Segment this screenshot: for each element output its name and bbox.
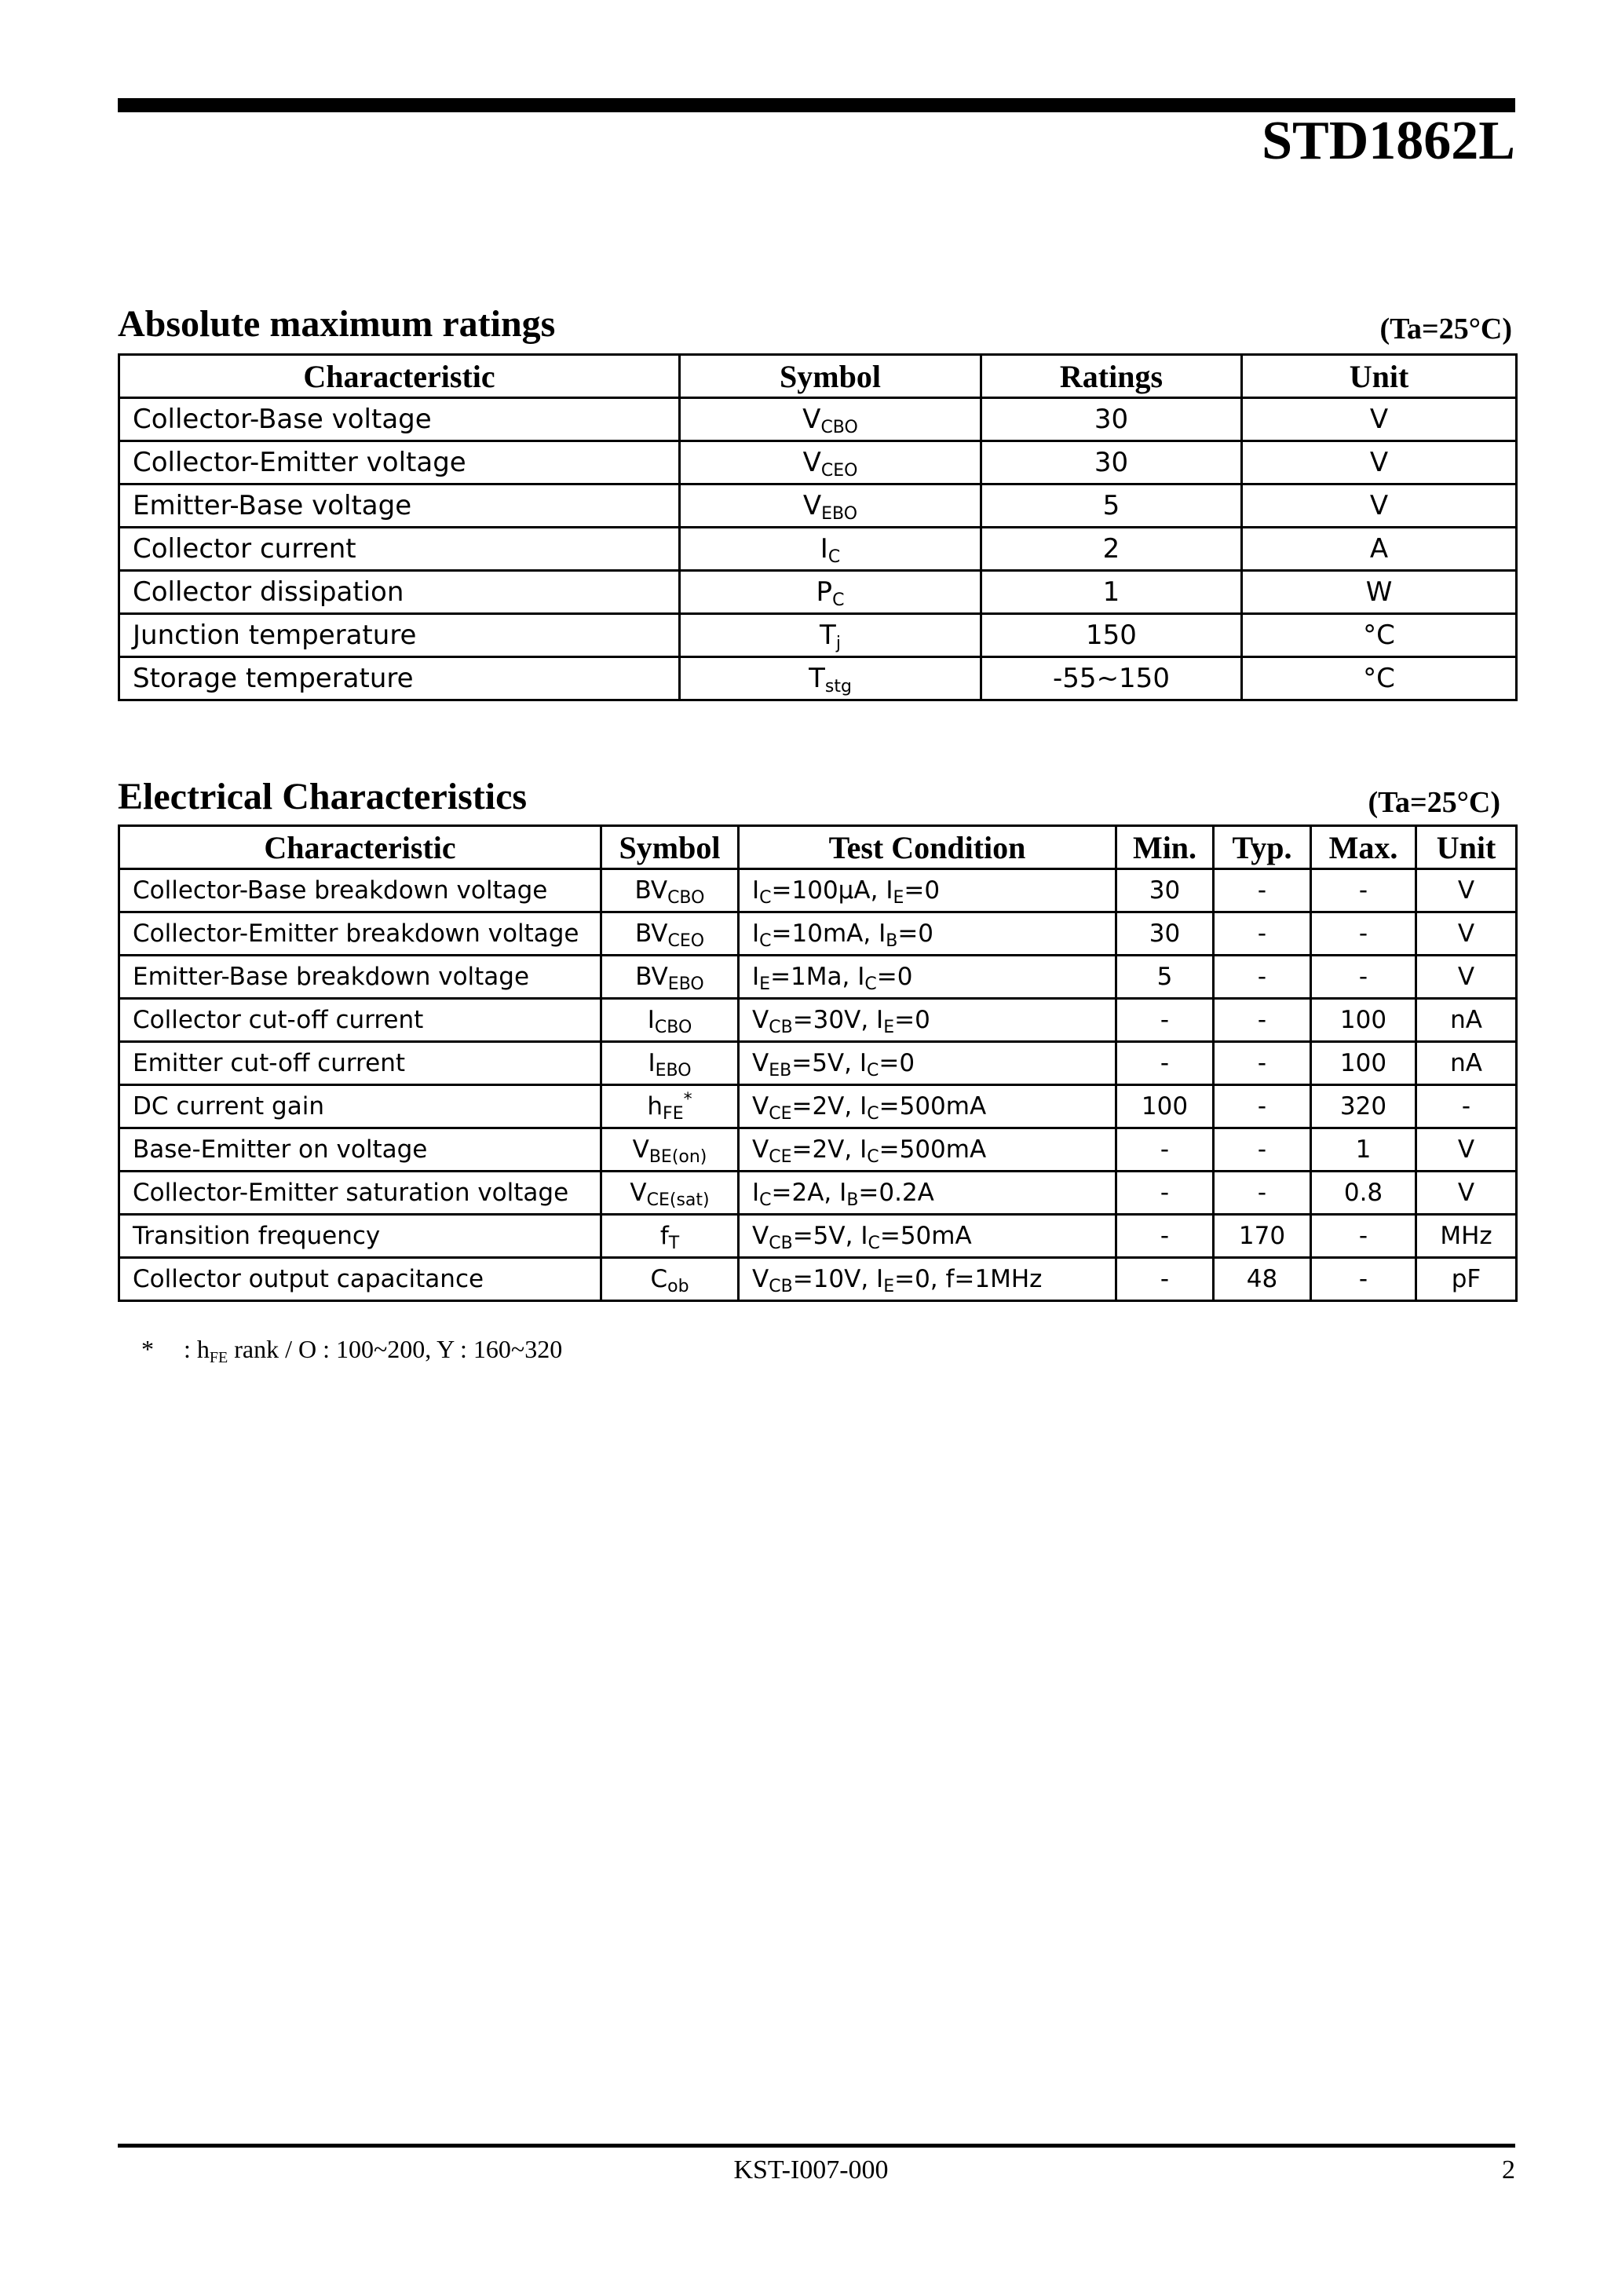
table-row (119, 912, 1517, 956)
abs-max-condition: (Ta=25°C) (1379, 313, 1512, 345)
table-row (119, 1042, 1517, 1085)
min-cell: - (1116, 999, 1214, 1042)
table-row (119, 571, 1517, 614)
characteristic-cell: Collector current (119, 528, 680, 571)
symbol-cell: $h_{FE}^*$ (601, 1085, 739, 1128)
test-condition-cell: $V_{EB}=5V$, $I_C=0$ (739, 1042, 1116, 1085)
unit-cell: A (1242, 528, 1517, 571)
characteristic-cell: Base-Emitter on voltage (119, 1128, 601, 1172)
unit-cell: V (1242, 441, 1517, 484)
characteristic-cell: Collector-Emitter breakdown voltage (119, 912, 601, 956)
characteristic-cell: Emitter-Base breakdown voltage (119, 956, 601, 999)
table-row (119, 869, 1517, 912)
unit-cell: °C (1242, 657, 1517, 700)
max-cell: 0.8 (1311, 1172, 1416, 1215)
typ-cell: - (1214, 1128, 1311, 1172)
unit-cell: nA (1416, 1042, 1517, 1085)
min-cell: 30 (1116, 869, 1214, 912)
max-cell: - (1311, 1215, 1416, 1258)
typ-cell: - (1214, 1172, 1311, 1215)
typ-cell: - (1214, 912, 1311, 956)
col-header-symbol: Symbol (601, 826, 739, 869)
table-row (119, 614, 1517, 657)
max-cell: - (1311, 956, 1416, 999)
characteristic-cell: Collector cut-off current (119, 999, 601, 1042)
elec-table (118, 824, 1518, 1302)
test-condition-cell: $V_{CB}=10V$, $I_E=0$, f=1MHz (739, 1258, 1116, 1301)
col-header-typ: Typ. (1214, 826, 1311, 869)
typ-cell: - (1214, 869, 1311, 912)
unit-cell: V (1416, 912, 1517, 956)
min-cell: - (1116, 1042, 1214, 1085)
characteristic-cell: Collector-Base breakdown voltage (119, 869, 601, 912)
min-cell: - (1116, 1258, 1214, 1301)
test-condition-cell: $V_{CB}=30V$, $I_E=0$ (739, 999, 1116, 1042)
characteristic-cell: DC current gain (119, 1085, 601, 1128)
part-number-title: STD1862L (1262, 111, 1515, 171)
table-row (119, 1258, 1517, 1301)
unit-cell: V (1416, 956, 1517, 999)
min-cell: - (1116, 1215, 1214, 1258)
note-text: rank / O : 100~200, Y : 160~320 (228, 1335, 563, 1363)
table-row (119, 1172, 1517, 1215)
rating-cell: 30 (981, 441, 1242, 484)
rating-cell: 30 (981, 398, 1242, 441)
typ-cell: 170 (1214, 1215, 1311, 1258)
note-sub: FE (209, 1349, 228, 1366)
table-row (119, 1085, 1517, 1128)
max-cell: - (1311, 912, 1416, 956)
max-cell: 100 (1311, 1042, 1416, 1085)
characteristic-cell: Collector dissipation (119, 571, 680, 614)
symbol-cell: $I_{EBO}$ (601, 1042, 739, 1085)
table-row (119, 956, 1517, 999)
col-header-unit: Unit (1242, 355, 1517, 398)
unit-cell: V (1416, 869, 1517, 912)
symbol-cell: $C_{ob}$ (601, 1258, 739, 1301)
symbol-cell: $T_j$ (680, 614, 981, 657)
typ-cell: - (1214, 1042, 1311, 1085)
table-row (119, 1215, 1517, 1258)
min-cell: 5 (1116, 956, 1214, 999)
col-header-max: Max. (1311, 826, 1416, 869)
test-condition-cell: $I_C=10mA$, $I_B=0$ (739, 912, 1116, 956)
test-condition-cell: $V_{CE}=2V$, $I_C=500mA$ (739, 1085, 1116, 1128)
unit-cell: nA (1416, 999, 1517, 1042)
table-row (119, 398, 1517, 441)
rating-cell: 5 (981, 484, 1242, 528)
test-condition-cell: $I_C=2A$, $I_B=0.2A$ (739, 1172, 1116, 1215)
unit-cell: °C (1242, 614, 1517, 657)
unit-cell: - (1416, 1085, 1517, 1128)
table-row (119, 484, 1517, 528)
symbol-cell: $I_{CBO}$ (601, 999, 739, 1042)
table-row (119, 528, 1517, 571)
table-header-row (119, 826, 1517, 869)
symbol-cell: $T_{stg}$ (680, 657, 981, 700)
characteristic-cell: Transition frequency (119, 1215, 601, 1258)
characteristic-cell: Collector-Emitter voltage (119, 441, 680, 484)
symbol-cell: $P_C$ (680, 571, 981, 614)
test-condition-cell: $I_E=1Ma$, $I_C=0$ (739, 956, 1116, 999)
page-number: 2 (1502, 2155, 1515, 2184)
table-row (119, 441, 1517, 484)
min-cell: - (1116, 1172, 1214, 1215)
symbol-cell: $I_C$ (680, 528, 981, 571)
characteristic-cell: Junction temperature (119, 614, 680, 657)
elec-title: Electrical Characteristics (118, 776, 528, 817)
symbol-cell: $BV_{EBO}$ (601, 956, 739, 999)
hfe-rank-note (141, 1335, 562, 1364)
test-condition-cell: $I_C=100\mu A$, $I_E=0$ (739, 869, 1116, 912)
document-code: KST-I007-000 (733, 2155, 889, 2184)
max-cell: - (1311, 1258, 1416, 1301)
table-header-row (119, 355, 1517, 398)
table-row (119, 1128, 1517, 1172)
col-header-unit: Unit (1416, 826, 1517, 869)
col-header-min: Min. (1116, 826, 1214, 869)
symbol-cell: $V_{BE(on)}$ (601, 1128, 739, 1172)
characteristic-cell: Emitter-Base voltage (119, 484, 680, 528)
characteristic-cell: Collector-Emitter saturation voltage (119, 1172, 601, 1215)
abs-max-title: Absolute maximum ratings (118, 303, 556, 345)
symbol-cell: $f_T$ (601, 1215, 739, 1258)
note-asterisk: * (141, 1335, 154, 1363)
elec-condition: (Ta=25°C) (1368, 786, 1500, 819)
symbol-cell: $V_{CBO}$ (680, 398, 981, 441)
characteristic-cell: Collector output capacitance (119, 1258, 601, 1301)
characteristic-cell: Storage temperature (119, 657, 680, 700)
table-row (119, 999, 1517, 1042)
max-cell: 1 (1311, 1128, 1416, 1172)
min-cell: 30 (1116, 912, 1214, 956)
symbol-cell: $BV_{CEO}$ (601, 912, 739, 956)
abs-max-table (118, 353, 1518, 701)
unit-cell: V (1242, 484, 1517, 528)
col-header-ratings: Ratings (981, 355, 1242, 398)
typ-cell: - (1214, 956, 1311, 999)
col-header-test-condition: Test Condition (739, 826, 1116, 869)
unit-cell: W (1242, 571, 1517, 614)
col-header-characteristic: Characteristic (119, 355, 680, 398)
max-cell: 320 (1311, 1085, 1416, 1128)
symbol-cell: $V_{CEO}$ (680, 441, 981, 484)
max-cell: 100 (1311, 999, 1416, 1042)
unit-cell: V (1416, 1128, 1517, 1172)
rating-cell: -55~150 (981, 657, 1242, 700)
unit-cell: V (1242, 398, 1517, 441)
min-cell: - (1116, 1128, 1214, 1172)
symbol-cell: $V_{EBO}$ (680, 484, 981, 528)
col-header-symbol: Symbol (680, 355, 981, 398)
test-condition-cell: $V_{CB}=5V$, $I_C=50mA$ (739, 1215, 1116, 1258)
col-header-characteristic: Characteristic (119, 826, 601, 869)
unit-cell: MHz (1416, 1215, 1517, 1258)
note-prefix: : h (184, 1335, 210, 1363)
test-condition-cell: $V_{CE}=2V$, $I_C=500mA$ (739, 1128, 1116, 1172)
symbol-cell: $BV_{CBO}$ (601, 869, 739, 912)
symbol-cell: $V_{CE(sat)}$ (601, 1172, 739, 1215)
table-row (119, 657, 1517, 700)
rating-cell: 2 (981, 528, 1242, 571)
unit-cell: V (1416, 1172, 1517, 1215)
rating-cell: 1 (981, 571, 1242, 614)
typ-cell: 48 (1214, 1258, 1311, 1301)
typ-cell: - (1214, 1085, 1311, 1128)
unit-cell: pF (1416, 1258, 1517, 1301)
characteristic-cell: Emitter cut-off current (119, 1042, 601, 1085)
characteristic-cell: Collector-Base voltage (119, 398, 680, 441)
min-cell: 100 (1116, 1085, 1214, 1128)
typ-cell: - (1214, 999, 1311, 1042)
footer-rule (118, 2144, 1515, 2148)
max-cell: - (1311, 869, 1416, 912)
rating-cell: 150 (981, 614, 1242, 657)
